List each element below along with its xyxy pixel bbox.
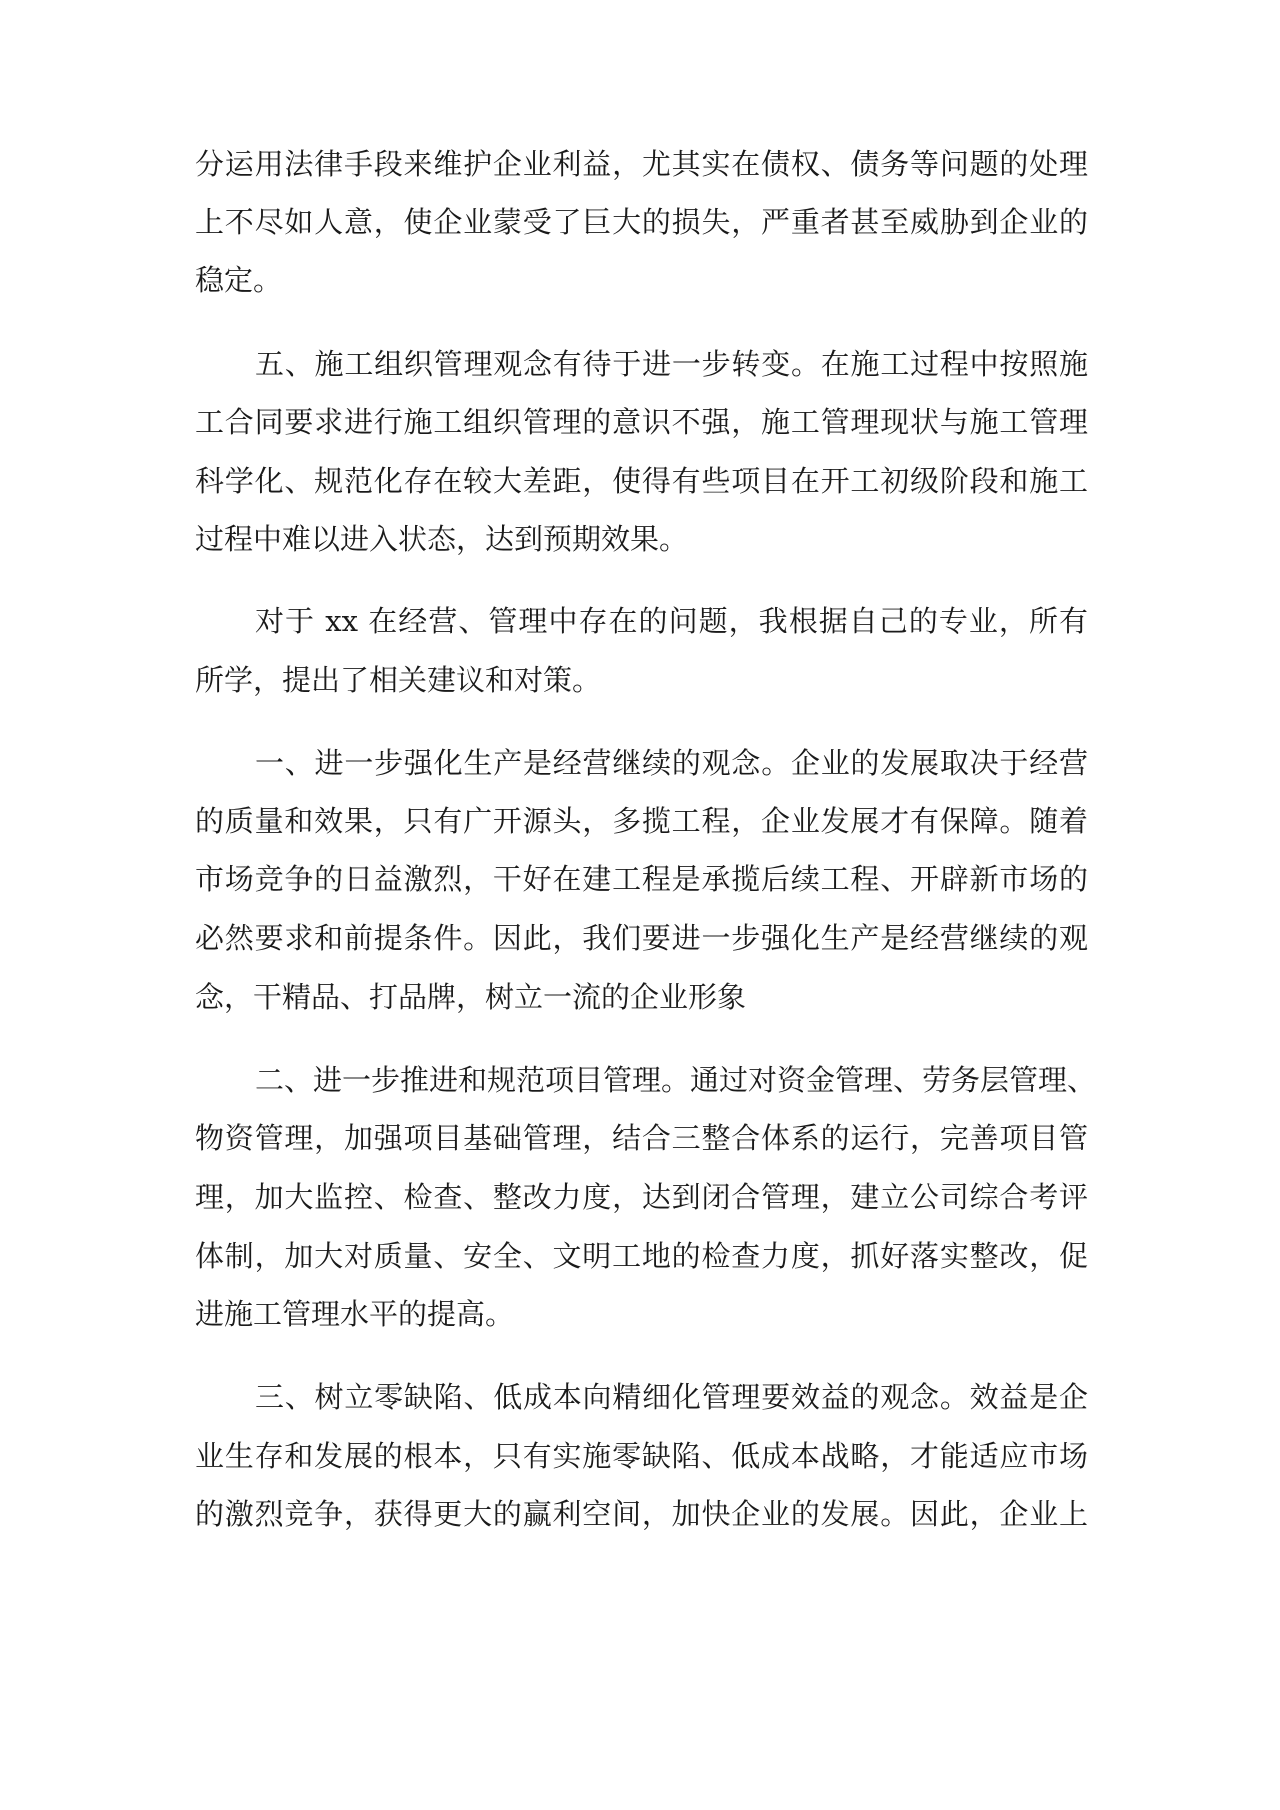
text-line: 对于 xx 在经营、管理中存在的问题，我根据自己的专业，所有 <box>255 604 1088 638</box>
text-line: 理，加大监控、检查、整改力度，达到闭合管理，建立公司综合考评 <box>195 1180 1088 1214</box>
text-line: 上不尽如人意，使企业蒙受了巨大的损失，严重者甚至威胁到企业的 <box>195 205 1088 239</box>
text-line: 二、进一步推进和规范项目管理。通过对资金管理、劳务层管理、 <box>255 1063 1097 1097</box>
text-line: 体制，加大对质量、安全、文明工地的检查力度，抓好落实整改，促 <box>195 1239 1088 1273</box>
text-line: 的质量和效果，只有广开源头，多揽工程，企业发展才有保障。随着 <box>195 804 1088 838</box>
text-line: 物资管理，加强项目基础管理，结合三整合体系的运行，完善项目管 <box>195 1121 1088 1155</box>
text-line: 的激烈竞争，获得更大的赢利空间，加快企业的发展。因此，企业上 <box>195 1497 1088 1531</box>
text-line: 必然要求和前提条件。因此，我们要进一步强化生产是经营继续的观 <box>195 921 1088 955</box>
text-line: 分运用法律手段来维护企业利益，尤其实在债权、债务等问题的处理 <box>195 147 1088 181</box>
text-line: 业生存和发展的根本，只有实施零缺陷、低成本战略，才能适应市场 <box>195 1439 1088 1473</box>
text-line: 所学，提出了相关建议和对策。 <box>195 663 602 697</box>
text-line: 念，干精品、打品牌，树立一流的企业形象 <box>195 980 747 1014</box>
text-line: 三、树立零缺陷、低成本向精细化管理要效益的观念。效益是企 <box>255 1380 1088 1414</box>
text-line: 工合同要求进行施工组织管理的意识不强，施工管理现状与施工管理 <box>195 405 1088 439</box>
text-line: 稳定。 <box>195 263 283 297</box>
text-line: 五、施工组织管理观念有待于进一步转变。在施工过程中按照施 <box>255 347 1088 381</box>
text-line: 过程中难以进入状态，达到预期效果。 <box>195 522 689 556</box>
text-line: 一、进一步强化生产是经营继续的观念。企业的发展取决于经营 <box>255 746 1088 780</box>
text-line: 进施工管理水平的提高。 <box>195 1297 515 1331</box>
text-line: 市场竞争的日益激烈，干好在建工程是承揽后续工程、开辟新市场的 <box>195 862 1088 896</box>
text-line: 科学化、规范化存在较大差距，使得有些项目在开工初级阶段和施工 <box>195 464 1088 498</box>
